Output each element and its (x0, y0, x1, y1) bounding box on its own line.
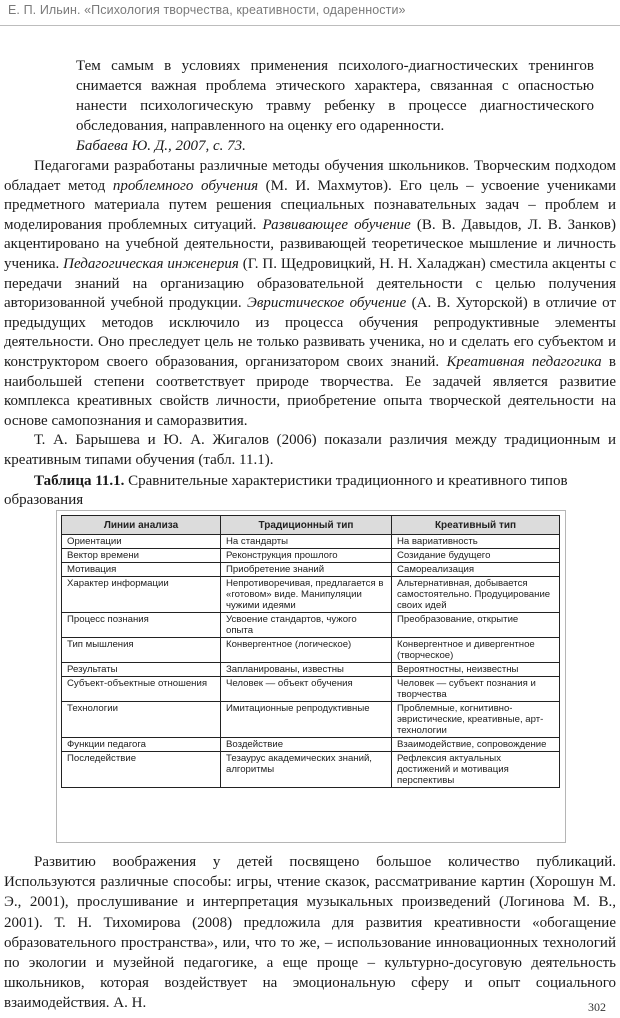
paragraph-teaching-methods: Педагогами разработаны различные методы обучения школьников. Творческим подходом обладает метод проблемного обучения (М. И. Махмутов). Его цель – усвоение учениками предметного материала путем решения специальных познавательных задач – проблем и моделирования проблемных ситуаций. Развивающее обучение (В. В. Давыдов, Л. В. Занков) акцентировано на учебной деятельности, развивающей теоретическое мышление и личность ученика. Педагогическая инженерия (Г. П. Щедровицкий, Н. Н. Халаджан) сместила акценты с передачи знаний на организацию образовательной деятельности с целью получения авторизованной учебной продукции. Эвристическое обучение (А. В. Хуторской) в отличие от предыдущих методов исключило из процесса обучения репродуктивные элементы деятельности. Оно преследует цель не только развивать ученика, но и сделать его субъектом и конструктором своего образования, организатором своих знаний. Креативная педагогика в наибольшей степени соответствует природе творчества. Ее задачей является развитие комплекса креативных свойств личности, приобретение опыта творческой деятельности на основе самопознания и саморазвития. (4, 158, 617, 429)
table-row (62, 563, 560, 577)
table-cell: Субъект-объектные отношения (62, 677, 221, 702)
header-rule (0, 25, 620, 26)
table-header-row (62, 516, 560, 535)
table-cell: Вероятностны, неизвестны (392, 663, 560, 677)
table-caption-label: Таблица 11.1. (34, 473, 125, 489)
table-cell: Преобразование, открытие (392, 613, 560, 638)
paragraph-barysheva: Т. А. Барышева и Ю. А. Жигалов (2006) показали различия между традиционным и креативным типами обучения (табл. 11.1). (4, 432, 616, 468)
table-cell: Результаты (62, 663, 221, 677)
table-cell: Созидание будущего (392, 549, 560, 563)
table-cell: Технологии (62, 702, 221, 738)
table-figure (56, 510, 566, 843)
column-header: Креативный тип (392, 516, 560, 535)
table-cell: Непротиворечивая, предлагается в «готовом» виде. Манипуляции чужими идеями (221, 577, 392, 613)
table-caption (4, 472, 616, 510)
body-text-top (4, 157, 616, 471)
table-cell: Рефлексия актуальных достижений и мотивация перспективы (392, 752, 560, 788)
table-row (62, 577, 560, 613)
table-cell: Имитационные репродуктивные (221, 702, 392, 738)
table-cell: На вариативность (392, 535, 560, 549)
table-cell: Запланированы, известны (221, 663, 392, 677)
table-cell: Тезаурус академических знаний, алгоритмы (221, 752, 392, 788)
table-row (62, 638, 560, 663)
table-row (62, 535, 560, 549)
table-cell: Человек — субъект познания и творчества (392, 677, 560, 702)
table-cell: Тип мышления (62, 638, 221, 663)
paragraph-imagination: Развитию воображения у детей посвящено большое количество публикаций. Используются различные способы: игры, чтение сказок, рассматривание картин (Хорошун М. Э., 2001), прослушивание и интерпретация музыкальных произведений (Логинова М. В., 2001). Т. Н. Тихомирова (2008) предложила для развития креативности «обогащение образовательного пространства», или, что то же, – использование инновационных технологий по экологии и музейной педагогике, а еще проще – культурно-досуговую деятельность школьников, которая воздействует на эмоциональную сферу и опыт социального взаимодействия. А. Н. (4, 854, 616, 1012)
table-caption-text: Сравнительные характеристики традиционного и креативного типов образования (4, 473, 568, 508)
table-cell: Самореализация (392, 563, 560, 577)
table-cell: Последействие (62, 752, 221, 788)
table-row (62, 677, 560, 702)
table-cell: Конвергентное (логическое) (221, 638, 392, 663)
table-cell: На стандарты (221, 535, 392, 549)
running-header: Е. П. Ильин. «Психология творчества, креативности, одаренности» (8, 3, 406, 17)
table-cell: Процесс познания (62, 613, 221, 638)
table-row (62, 702, 560, 738)
table-row (62, 549, 560, 563)
table-row (62, 613, 560, 638)
table-cell: Усвоение стандартов, чужого опыта (221, 613, 392, 638)
table-cell: Мотивация (62, 563, 221, 577)
table-cell: Проблемные, когнитивно-эвристические, креативные, арт-технологии (392, 702, 560, 738)
table-cell: Воздействие (221, 738, 392, 752)
epigraph-quote (76, 56, 594, 156)
table-cell: Вектор времени (62, 549, 221, 563)
body-text-bottom (4, 852, 616, 1014)
table-cell: Альтернативная, добывается самостоятельно. Продуцирование своих идей (392, 577, 560, 613)
table-cell: Характер информации (62, 577, 221, 613)
comparison-table (61, 515, 560, 788)
table-cell: Функции педагога (62, 738, 221, 752)
table-cell: Конвергентное и дивергентное (творческое) (392, 638, 560, 663)
table-row (62, 738, 560, 752)
page-number: 302 (588, 1000, 606, 1014)
table-cell: Приобретение знаний (221, 563, 392, 577)
table-cell: Взаимодействие, сопровождение (392, 738, 560, 752)
table-cell: Реконструкция прошлого (221, 549, 392, 563)
table-row (62, 752, 560, 788)
quote-text: Тем самым в условиях применения психолого-диагностических тренингов снимается важная проблема этического характера, связанная с опасностью нанести психологическую травму ребенку в процессе диагностического обследования, направленного на оценку его одаренности. (76, 58, 594, 134)
table-cell: Ориентации (62, 535, 221, 549)
table-cell: Человек — объект обучения (221, 677, 392, 702)
table-row (62, 663, 560, 677)
column-header: Линии анализа (62, 516, 221, 535)
quote-source: Бабаева Ю. Д., 2007, с. 73. (76, 138, 246, 154)
column-header: Традиционный тип (221, 516, 392, 535)
